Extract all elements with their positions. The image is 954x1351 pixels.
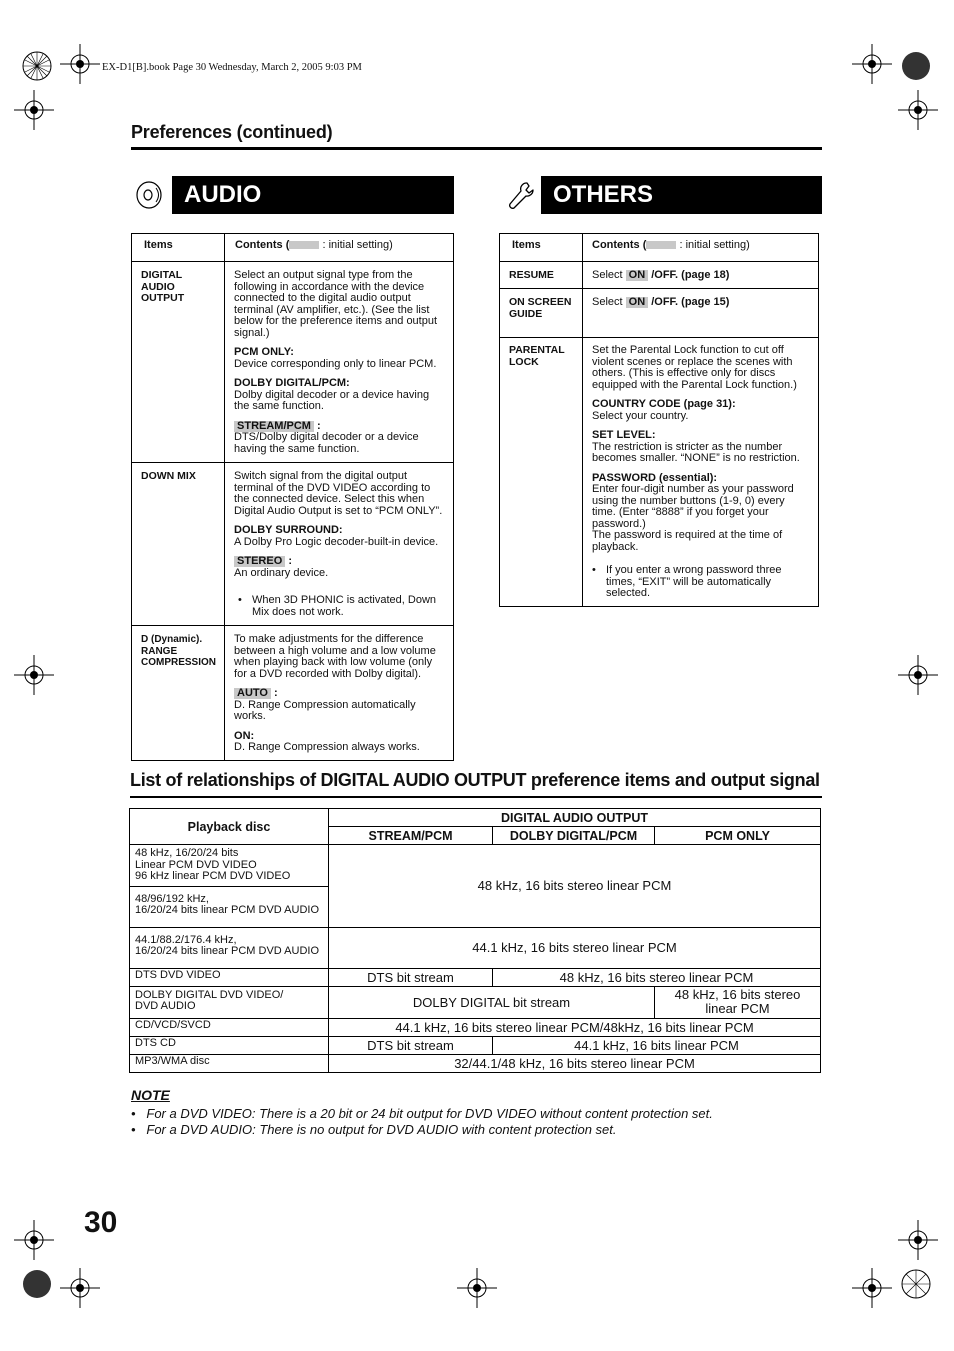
print-header: EX-D1[B].book Page 30 Wednesday, March 2, 2005 9:03 PM xyxy=(102,62,362,73)
initial-setting-chip: AUTO xyxy=(234,688,271,699)
output-cell: 48 kHz, 16 bits stereo linear PCM xyxy=(329,845,821,928)
item-description: Select an output signal type from the following in accordance with the device connected to the digital audio output terminal (AV amplifier, etc.). (See the list below for the preference items and output signal.) xyxy=(234,269,438,339)
col-digital-audio-output: DIGITAL AUDIO OUTPUT xyxy=(329,809,821,827)
option-text: D. Range Compression always works. xyxy=(234,741,420,753)
crosshair-icon xyxy=(14,90,54,130)
note-item: • For a DVD VIDEO: There is a 20 bit or 24 bit output for DVD VIDEO without content protection set. xyxy=(131,1106,713,1121)
initial-setting-chip: ON xyxy=(626,297,649,308)
table-row xyxy=(130,1036,821,1054)
option-text: Select your country. xyxy=(592,409,689,422)
table-row xyxy=(130,968,821,986)
option-label: DOLBY DIGITAL/PCM: xyxy=(234,377,350,389)
item-description: Set the Parental Lock function to cut off violent scenes or replace the scenes with others. (This is effective only for discs equipped with the Parental Lock function.) xyxy=(592,344,797,391)
table-row xyxy=(130,845,821,887)
crosshair-icon xyxy=(898,655,938,695)
contents-header-suffix: : initial setting) xyxy=(322,239,393,251)
initial-setting-swatch xyxy=(289,241,319,249)
registration-mark-icon xyxy=(17,1264,57,1304)
initial-setting-chip: STEREO xyxy=(234,556,285,567)
item-label: PARENTAL LOCK xyxy=(500,338,583,607)
wrench-icon xyxy=(505,180,535,212)
option-label: PCM ONLY: xyxy=(234,346,294,358)
item-label: ON SCREEN GUIDE xyxy=(500,289,583,338)
option-text: DTS/Dolby digital decoder or a device having the same function. xyxy=(234,431,419,455)
registration-mark-icon xyxy=(17,46,57,86)
output-cell: DOLBY DIGITAL bit stream xyxy=(329,986,655,1018)
crosshair-icon xyxy=(14,655,54,695)
page-reference: (page 18) xyxy=(681,269,730,281)
relationship-table xyxy=(129,808,821,1073)
table-row xyxy=(500,338,819,607)
col-dolby-digital-pcm: DOLBY DIGITAL/PCM xyxy=(493,827,655,845)
table-row xyxy=(130,986,821,1018)
section-title: Preferences (continued) xyxy=(131,122,333,142)
table-row: RESUME Select ON /OFF. (page 18) xyxy=(500,262,819,289)
item-label: DOWN MIX xyxy=(132,463,225,626)
crosshair-icon xyxy=(14,1220,54,1260)
disc-cell: 48/96/192 kHz, 16/20/24 bits linear PCM DVD AUDIO xyxy=(130,886,329,927)
item-label: DIGITAL AUDIO OUTPUT xyxy=(132,262,225,463)
option-text: The restriction is stricter as the number becomes smaller. “NONE” is no restriction. xyxy=(592,440,800,464)
output-cell: 44.1 kHz, 16 bits stereo linear PCM/48kHz, 16 bits linear PCM xyxy=(329,1018,821,1036)
table-row: DOWN MIX Switch signal from the digital output terminal of the DVD VIDEO according to the connected device. Select this when Digital Audio Output is set to “PCM ONLY”. DOLBY SURROUND: A Dolby Pro Logic decoder-built-in device. STEREO : An ordinary device. • When 3D PHONIC is activated, Down Mix does not work. xyxy=(132,463,454,626)
disc-cell: MP3/WMA disc xyxy=(130,1054,329,1072)
table-row xyxy=(130,1018,821,1036)
disc-cell: DTS CD xyxy=(130,1036,329,1054)
crosshair-icon xyxy=(898,90,938,130)
table-row: D (Dynamic). RANGE COMPRESSION To make adjustments for the difference between a high volume and a low volume when playing back with low volume (only for a DVD recorded with Dolby digital). AUTO : D. Range Compression automatically works. ON: D. Range Compression always works. xyxy=(132,626,454,761)
option-text: D. Range Compression automatically works. xyxy=(234,698,416,722)
option-text: Enter four-digit number as your password using the number buttons (1-9, 0) every time. (Enter “8888” if you forget your password.) xyxy=(592,483,794,530)
note-bullet: • When 3D PHONIC is activated, Down Mix does not work. xyxy=(238,595,445,618)
crosshair-icon xyxy=(60,44,100,84)
option-label: SET LEVEL: xyxy=(592,429,656,441)
option-label: COUNTRY CODE (page 31): xyxy=(592,398,736,410)
option-text: Device corresponding only to linear PCM. xyxy=(234,357,437,370)
table-row: DIGITAL AUDIO OUTPUT Select an output signal type from the following in accordance with the device connected to the digital audio output terminal (AV amplifier, etc.). (See the list below for the preference items and output signal.) PCM ONLY: Device corresponding only to linear PCM. DOLBY DIGITAL/PCM: Dolby digital decoder or a device having the same function. STREAM/PCM : DTS/Dolby digital decoder or a device having the same function. xyxy=(132,262,454,463)
initial-setting-swatch xyxy=(646,241,676,249)
initial-setting-chip: ON xyxy=(626,270,649,281)
items-header: Items xyxy=(132,234,225,262)
option-text: The password is required at the time of playback. xyxy=(592,529,783,553)
option-text: An ordinary device. xyxy=(234,566,329,579)
audio-table xyxy=(131,233,454,761)
registration-mark-icon xyxy=(896,1264,936,1304)
section-rule xyxy=(131,147,822,150)
disc-cell: CD/VCD/SVCD xyxy=(130,1018,329,1036)
item-description: To make adjustments for the difference between a high volume and a low volume when playing back with low volume (only for a DVD recorded with Dolby digital). xyxy=(234,633,436,680)
note-bullet: • If you enter a wrong password three times, “EXIT” will be automatically selected. xyxy=(592,565,810,600)
contents-header-suffix: : initial setting) xyxy=(679,239,750,251)
output-cell: DTS bit stream xyxy=(329,1036,493,1054)
list-rule xyxy=(130,796,822,798)
col-pcm-only: PCM ONLY xyxy=(655,827,821,845)
col-stream-pcm: STREAM/PCM xyxy=(329,827,493,845)
col-playback-disc: Playback disc xyxy=(130,809,329,845)
item-description: Switch signal from the digital output terminal of the DVD VIDEO according to the connected device. Select this when Digital Audio Output is set to “PCM ONLY”. xyxy=(234,470,443,517)
output-cell: 44.1 kHz, 16 bits stereo linear PCM xyxy=(329,927,821,968)
contents-header: Contents ( xyxy=(592,239,647,251)
output-cell: 44.1 kHz, 16 bits linear PCM xyxy=(493,1036,821,1054)
table-row: ON SCREEN GUIDE Select ON /OFF. (page 15) xyxy=(500,289,819,338)
table-row xyxy=(130,1054,821,1072)
page-number: 30 xyxy=(84,1206,118,1239)
output-cell: 48 kHz, 16 bits stereo linear PCM xyxy=(655,986,821,1018)
items-header: Items xyxy=(500,234,583,262)
output-cell: DTS bit stream xyxy=(329,968,493,986)
disc-cell: DOLBY DIGITAL DVD VIDEO/ DVD AUDIO xyxy=(130,986,329,1018)
option-text: A Dolby Pro Logic decoder-built-in device. xyxy=(234,535,439,548)
crosshair-icon xyxy=(60,1268,100,1308)
note-title: NOTE xyxy=(131,1087,170,1103)
registration-mark-icon xyxy=(896,46,936,86)
crosshair-icon xyxy=(457,1268,497,1308)
option-label: ON: xyxy=(234,729,255,742)
disc-icon xyxy=(134,180,164,210)
option-label: DOLBY SURROUND: xyxy=(234,524,343,536)
table-row xyxy=(130,927,821,968)
crosshair-icon xyxy=(898,1220,938,1260)
others-table xyxy=(499,233,819,607)
output-cell: 32/44.1/48 kHz, 16 bits stereo linear PCM xyxy=(329,1054,821,1072)
item-label: RESUME xyxy=(500,262,583,289)
option-label: PASSWORD (essential): xyxy=(592,471,718,484)
contents-header: Contents ( xyxy=(235,239,290,251)
disc-cell: DTS DVD VIDEO xyxy=(130,968,329,986)
initial-setting-chip: STREAM/PCM xyxy=(234,421,314,432)
others-title: OTHERS xyxy=(541,176,822,214)
output-cell: 48 kHz, 16 bits stereo linear PCM xyxy=(493,968,821,986)
item-label: D (Dynamic). RANGE COMPRESSION xyxy=(132,626,225,761)
note-item: • For a DVD AUDIO: There is no output for DVD AUDIO with content protection set. xyxy=(131,1122,617,1137)
disc-cell: 44.1/88.2/176.4 kHz, 16/20/24 bits linear PCM DVD AUDIO xyxy=(130,927,329,968)
list-title: List of relationships of DIGITAL AUDIO OUTPUT preference items and output signal xyxy=(130,770,820,790)
audio-title: AUDIO xyxy=(172,176,454,214)
crosshair-icon xyxy=(852,1268,892,1308)
disc-cell: 48 kHz, 16/20/24 bits Linear PCM DVD VIDEO 96 kHz linear PCM DVD VIDEO xyxy=(130,845,329,887)
crosshair-icon xyxy=(852,44,892,84)
option-text: Dolby digital decoder or a device having the same function. xyxy=(234,388,430,412)
page-reference: (page 15) xyxy=(681,296,730,308)
